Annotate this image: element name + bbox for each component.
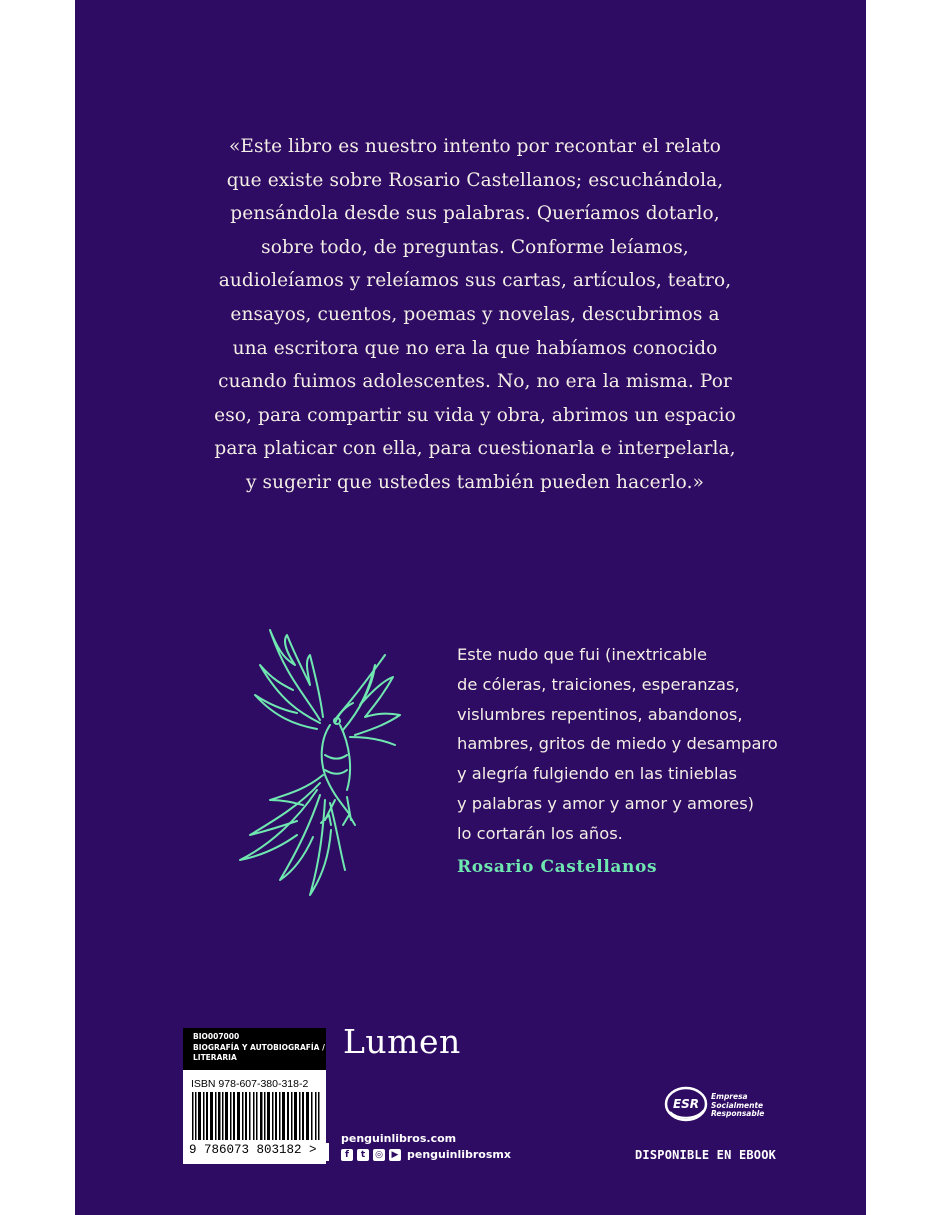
poem-line: y palabras y amor y amor y amores): [457, 793, 755, 813]
poem-author: Rosario Castellanos: [457, 857, 658, 877]
category-code: BIO007000: [193, 1032, 240, 1041]
esr-line: Responsable: [711, 1109, 765, 1118]
social-handle[interactable]: penguinlibrosmx: [407, 1148, 511, 1161]
esr-logo-text: ESR: [672, 1097, 700, 1111]
esr-line: Empresa: [711, 1092, 748, 1101]
category-label: [183, 1028, 326, 1070]
poem-line: hambres, gritos de miedo y desamparo: [457, 734, 778, 754]
quote-line: que existe sobre Rosario Castellanos; escuchándola,: [226, 169, 724, 191]
category-line: BIOGRAFÍA Y AUTOBIOGRAFÍA /: [193, 1042, 325, 1052]
quote-line: sobre todo, de preguntas. Conforme leíamos,: [261, 236, 689, 258]
quote-line: para platicar con ella, para cuestionarla e interpelarla,: [214, 438, 736, 460]
poem-line: vislumbres repentinos, abandonos,: [457, 704, 743, 724]
instagram-icon[interactable]: ◎: [373, 1149, 385, 1161]
quote-line: y sugerir que ustedes también pueden hacerlo.»: [246, 471, 704, 493]
blurb-quote: [210, 130, 740, 500]
youtube-icon[interactable]: ▶: [389, 1149, 401, 1161]
quote-line: una escritora que no era la que habíamos conocido: [232, 337, 718, 359]
poem-line: de cóleras, traiciones, esperanzas,: [457, 674, 740, 694]
facebook-icon[interactable]: f: [341, 1149, 353, 1161]
quote-line: audioleíamos y releíamos sus cartas, artículos, teatro,: [218, 270, 732, 292]
publisher-logo: Lumen: [343, 1022, 461, 1061]
poem-line: y alegría fulgiendo en las tinieblas: [457, 764, 738, 784]
hummingbird-icon: [225, 625, 410, 900]
poem-line: Este nudo que fui (inextricable: [457, 645, 708, 664]
quote-line: ensayos, cuentos, poemas y novelas, descubrimos a: [230, 303, 720, 325]
quote-line: eso, para compartir su vida y obra, abrimos un espacio: [214, 404, 736, 426]
isbn-label: ISBN 978-607-380-318-2: [191, 1078, 309, 1090]
poem-excerpt: [457, 640, 797, 849]
twitter-icon[interactable]: t: [357, 1149, 369, 1161]
barcode-digits: 9 786073 803182 >: [189, 1143, 329, 1161]
quote-line: pensándola desde sus palabras. Queríamos dotarlo,: [230, 203, 720, 225]
publisher-website[interactable]: penguinlibros.com: [341, 1132, 457, 1145]
social-links: [341, 1148, 511, 1161]
quote-line: «Este libro es nuestro intento por recontar el relato: [228, 136, 722, 157]
ebook-availability: DISPONIBLE EN EBOOK: [635, 1148, 777, 1162]
quote-line: cuando fuimos adolescentes. No, no era la misma. Por: [218, 371, 732, 393]
poem-line: lo cortarán los años.: [457, 823, 623, 843]
esr-caption: [711, 1093, 764, 1119]
category-line: LITERARIA: [193, 1053, 237, 1062]
esr-line: Socialmente: [711, 1100, 764, 1110]
